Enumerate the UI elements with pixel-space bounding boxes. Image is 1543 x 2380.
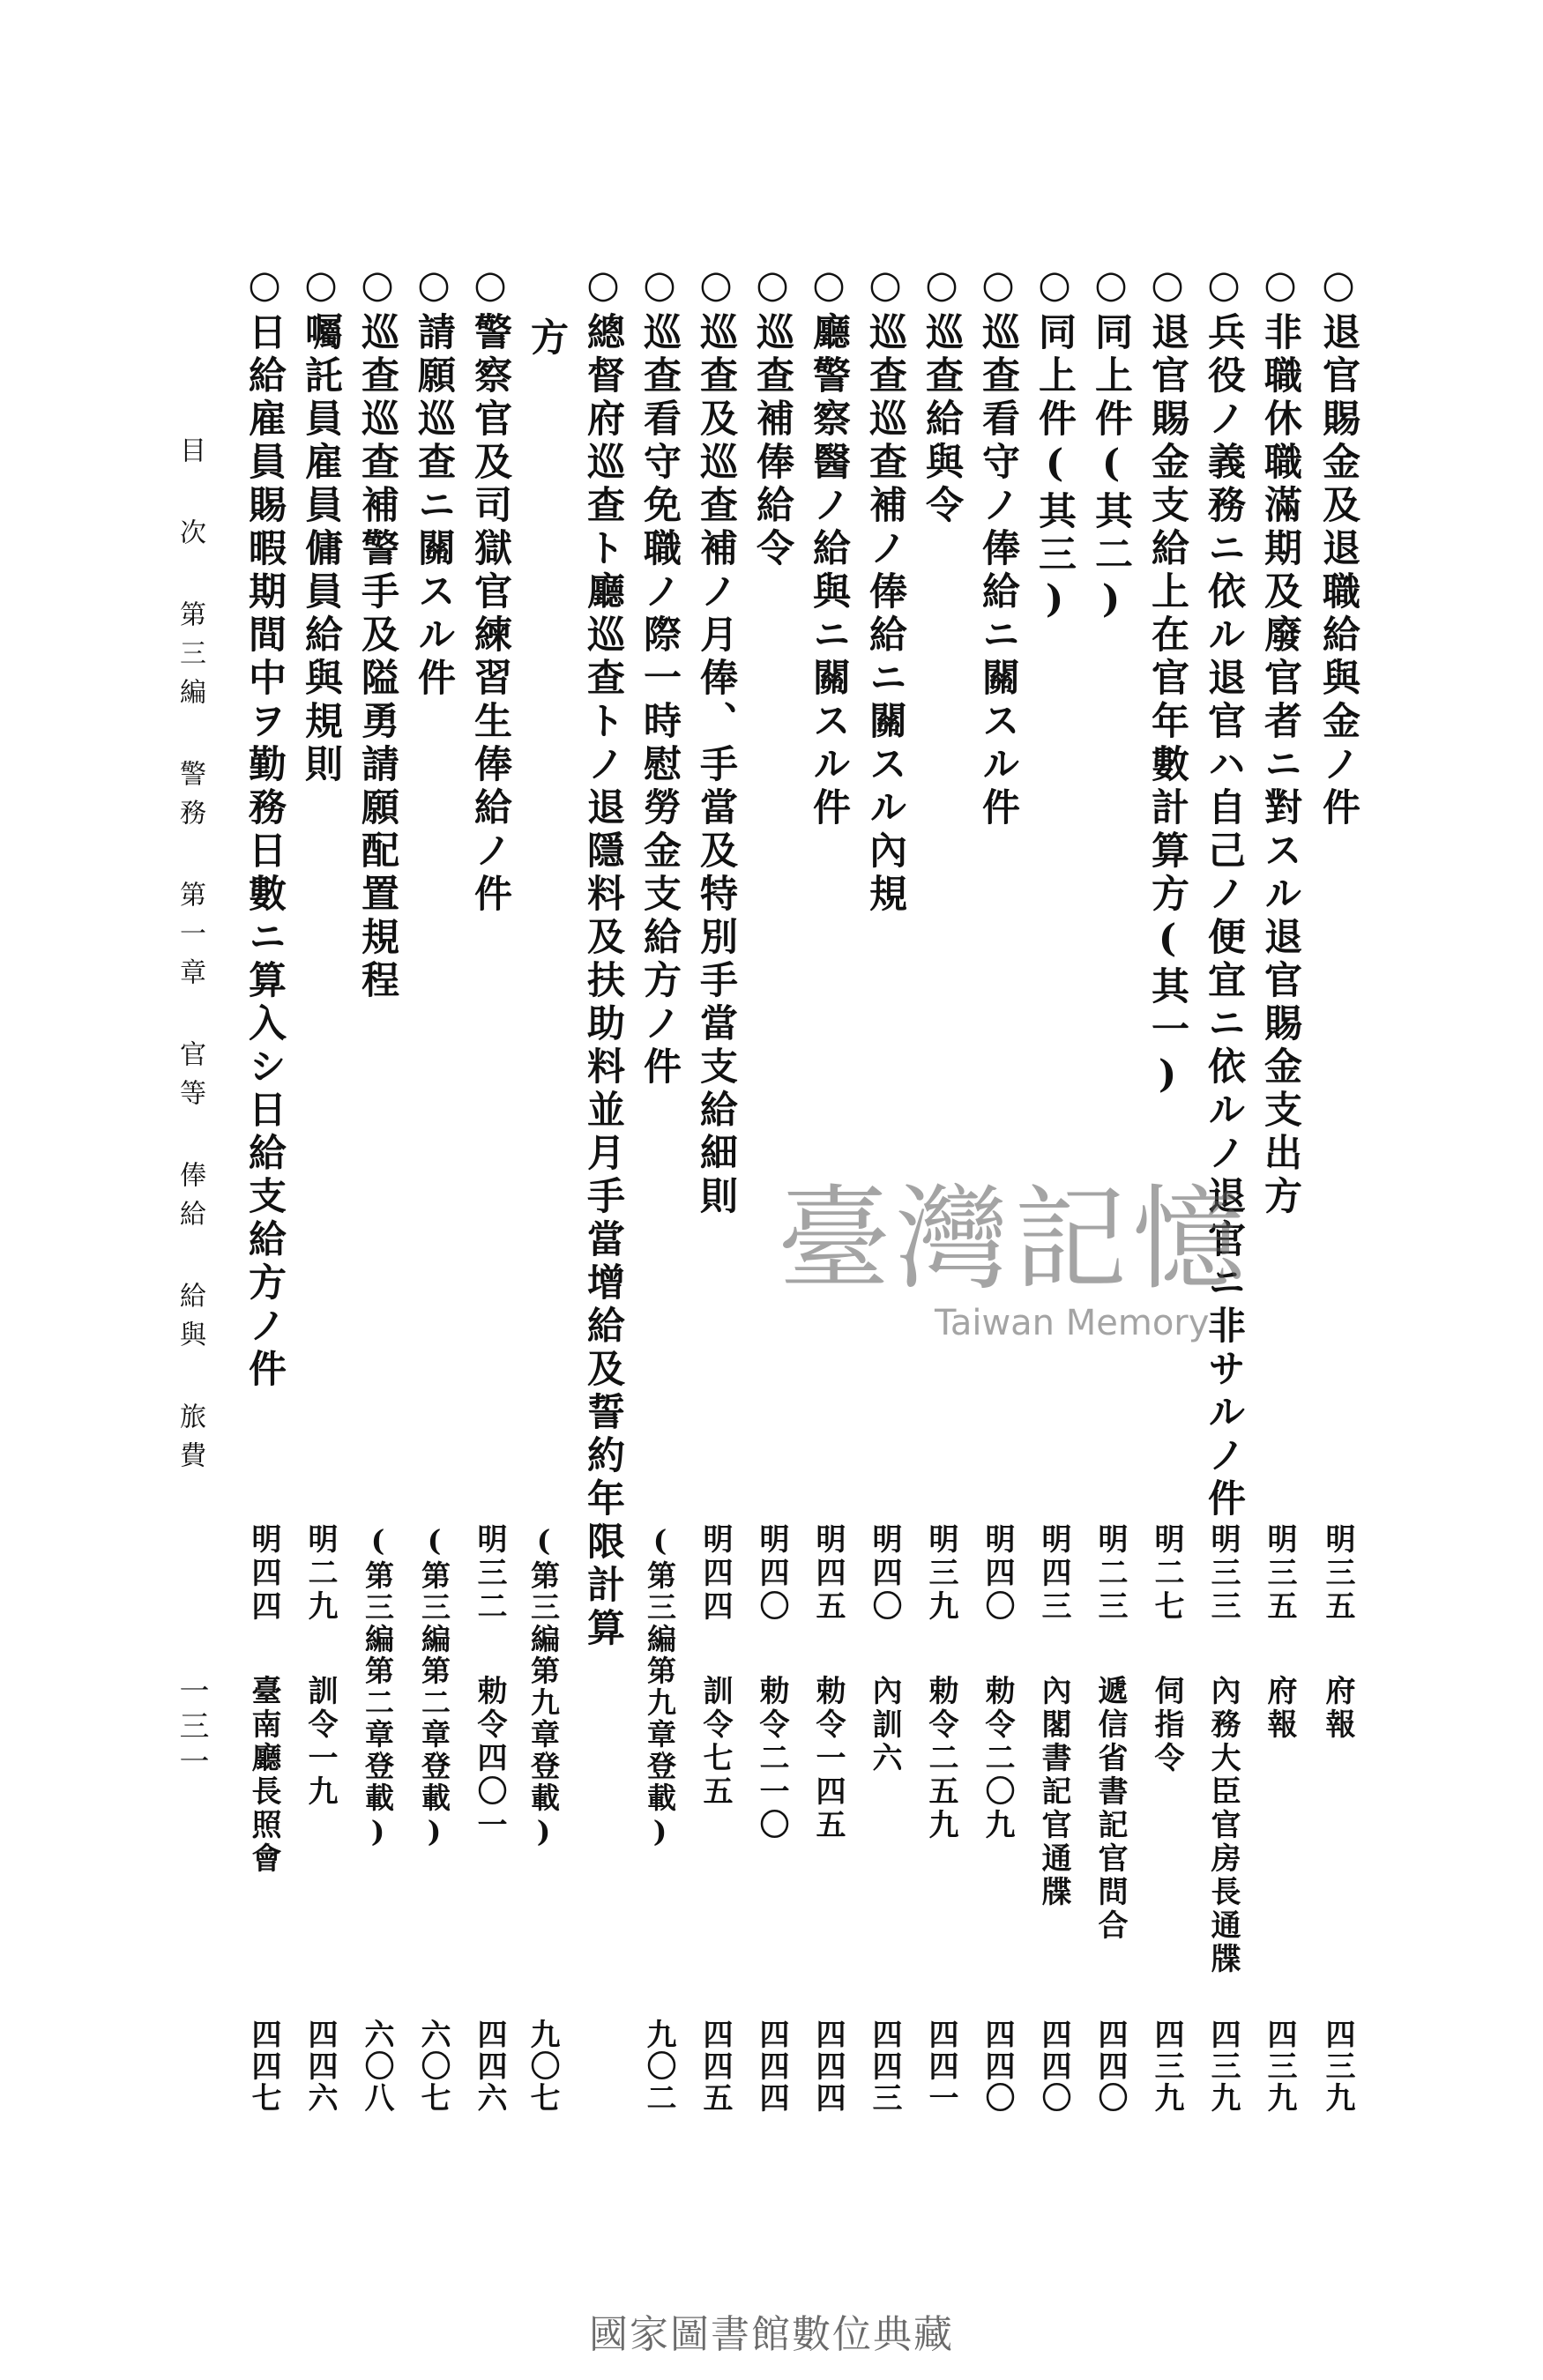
entry-page-number: 四四五 <box>697 2019 733 2114</box>
entry-title: ○警察官及司獄官練習生俸給ノ件 <box>468 263 512 917</box>
entry-date: 明三五 <box>1320 1523 1355 1624</box>
entry-cross-reference: (第三編第二章登載) <box>361 1523 395 1851</box>
entry-page-number: 六〇七 <box>415 2019 451 2114</box>
running-head: 目 次 第三編 警務 第一章 官等 俸給 給與 旅費 <box>175 436 205 1480</box>
entry-title: ○巡查巡查補警手及隘勇請願配置規程 <box>355 263 399 1003</box>
entry-source: 訓令一九 <box>302 1675 338 1809</box>
entry-page-number: 四三九 <box>1205 2019 1241 2114</box>
entry-title: ○巡查看守ノ俸給ニ關スル件 <box>976 263 1020 830</box>
entry-date: 明四四 <box>697 1523 733 1624</box>
entry-page-number: 四四四 <box>810 2019 846 2114</box>
entry-date: 明三九 <box>923 1523 958 1624</box>
entry-title: ○同上件(其二) <box>1089 263 1133 627</box>
entry-source: 府報 <box>1320 1675 1355 1742</box>
entry-date: 明三五 <box>1262 1523 1297 1624</box>
entry-date: 明三三 <box>1205 1523 1241 1624</box>
entry-date: 明四〇 <box>867 1523 902 1624</box>
entry-page-number: 四四〇 <box>1036 2019 1071 2114</box>
entry-date: 明三二 <box>472 1523 507 1624</box>
entry-date: 明四〇 <box>754 1523 789 1624</box>
entry-source: 內務大臣官房長通牒 <box>1205 1675 1241 1976</box>
entry-page-number: 四四〇 <box>1092 2019 1128 2114</box>
entry-page-number: 四三九 <box>1149 2019 1184 2114</box>
watermark-title: 臺灣記憶 <box>777 1174 1250 1305</box>
entry-page-number: 四四六 <box>302 2019 338 2114</box>
entry-date: 明二三 <box>1092 1523 1128 1624</box>
entry-title: ○請願巡查ニ關スル件 <box>412 263 456 701</box>
entry-title: ○巡查巡查補ノ俸給ニ關スル內規 <box>863 263 907 917</box>
entry-source: 臺南廳長照會 <box>246 1675 281 1876</box>
entry-title: ○巡查及巡查補ノ月俸、手當及特別手當支給細則 <box>694 263 738 1219</box>
entry-title: ○總督府巡查ト廳巡查トノ退隱料及扶助料並月手當增給及誓約年限計算 <box>581 263 625 1651</box>
entry-page-number: 四四六 <box>472 2019 507 2114</box>
entry-page-number: 四三九 <box>1262 2019 1297 2114</box>
entry-page-number: 四四四 <box>754 2019 789 2114</box>
entry-title: ○日給雇員賜暇期間中ヲ勤務日數ニ算入シ日給支給方ノ件 <box>242 263 287 1392</box>
entry-source: 遞信省書記官問合 <box>1092 1675 1128 1943</box>
entry-source: 勅令二〇九 <box>980 1675 1015 1842</box>
entry-title: ○兵役ノ義務ニ依ル退官ハ自己ノ便宜ニ依ルノ退官ニ非サルノ件 <box>1202 263 1246 1521</box>
entry-cross-reference: (第三編第二章登載) <box>417 1523 451 1851</box>
entry-date: 明四三 <box>1036 1523 1071 1624</box>
entry-page-number: 九〇二 <box>641 2019 676 2114</box>
entry-cross-reference: (第三編第九章登載) <box>643 1523 677 1851</box>
entry-date: 明四〇 <box>980 1523 1015 1624</box>
entry-title: ○退官賜金及退職給與金ノ件 <box>1316 263 1360 830</box>
entry-title: ○廳警察醫ノ給與ニ關スル件 <box>807 263 851 830</box>
entry-title: ○巡查補俸給令 <box>750 263 794 571</box>
entry-date: 明二九 <box>302 1523 338 1624</box>
entry-title: ○巡查看守免職ノ際一時慰勞金支給方ノ件 <box>637 263 682 1090</box>
entry-page-number: 四四三 <box>867 2019 902 2114</box>
entry-cross-reference: (第三編第九章登載) <box>526 1523 561 1851</box>
page-number: 一三一 <box>174 1675 209 1781</box>
entry-page-number: 九〇七 <box>525 2019 560 2114</box>
entry-page-number: 六〇八 <box>359 2019 394 2114</box>
archive-footer: 國家圖書館數位典藏 <box>589 2312 954 2357</box>
entry-source: 勅令一四五 <box>810 1675 846 1842</box>
entry-title-continuation: 方 <box>525 317 569 361</box>
entry-source: 勅令二五九 <box>923 1675 958 1842</box>
entry-title: ○非職休職滿期及廢官者ニ對スル退官賜金支出方 <box>1258 263 1302 1219</box>
entry-source: 勅令二一〇 <box>754 1675 789 1842</box>
entry-page-number: 四四〇 <box>980 2019 1015 2114</box>
entry-date: 明四五 <box>810 1523 846 1624</box>
entry-title: ○同上件(其三) <box>1032 263 1077 627</box>
entry-page-number: 四四一 <box>923 2019 958 2114</box>
entry-title: ○巡查給與令 <box>920 263 964 528</box>
entry-title: ○囑託員雇員傭員給與規則 <box>299 263 343 787</box>
watermark-subtitle: Taiwan Memory <box>935 1303 1210 1344</box>
entry-source: 訓令七五 <box>697 1675 733 1809</box>
entry-source: 府報 <box>1262 1675 1297 1742</box>
entry-source: 勅令四〇一 <box>472 1675 507 1842</box>
entry-source: 伺指令 <box>1149 1675 1184 1775</box>
entry-title: ○退官賜金支給上在官年數計算方(其一) <box>1145 263 1189 1102</box>
entry-source: 內閣書記官通牒 <box>1036 1675 1071 1909</box>
watermark <box>749 1174 1278 1344</box>
entry-date: 明四四 <box>246 1523 281 1624</box>
entry-page-number: 四四七 <box>246 2019 281 2114</box>
entry-source: 內訓六 <box>867 1675 902 1775</box>
entry-page-number: 四三九 <box>1320 2019 1355 2114</box>
entry-date: 明二七 <box>1149 1523 1184 1624</box>
